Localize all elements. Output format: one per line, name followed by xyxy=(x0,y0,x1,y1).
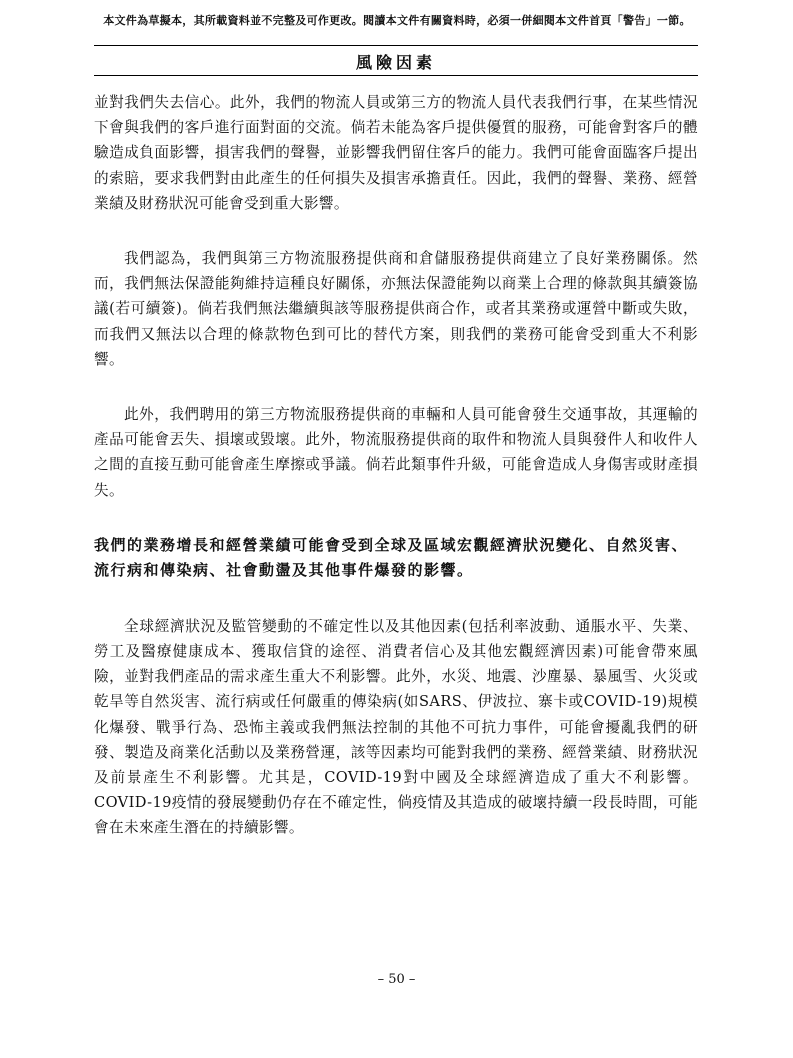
risk-heading-macroeconomic: 我們的業務增長和經營業績可能會受到全球及區域宏觀經濟狀況變化、自然災害、流行病和傳染病、社會動盪及其他事件爆發的影響。 xyxy=(94,535,689,580)
paragraph-traffic-accidents: 此外，我們聘用的第三方物流服務提供商的車輛和人員可能會發生交通事故，其運輸的產品可能會丟失、損壞或毀壞。此外，物流服務提供商的取件和物流人員與發件人和收件人之間的直接互動可能會產生摩擦或爭議。倘若此類事件升級，可能會造成人身傷害或財產損失。 xyxy=(94,406,698,499)
header-top-rule xyxy=(94,45,698,46)
paragraph-spacer xyxy=(94,372,698,402)
page-number: – 50 – xyxy=(377,972,416,987)
paragraph-spacer xyxy=(94,584,698,614)
paragraph-macroeconomic-risks: 全球經濟狀況及監管變動的不確定性以及其他因素(包括利率波動、通脹水平、失業、勞工及醫療健康成本、獲取信貸的途徑、消費者信心及其他宏觀經濟因素)可能會帶來風險，並對我們產品的需求產生重大不利影響。此外，水災、地震、沙塵暴、暴風雪、火災或乾旱等自然災害、流行病或任何嚴重的傳染病(如SARS、伊波拉、寨卡或COVID-19)規模化爆發、戰爭行為、恐怖主義或我們無法控制的其他不可抗力事件，可能會擾亂我們的研發、製造及商業化活動以及業務營運，該等因素均可能對我們的業務、經營業績、財務狀況及前景產生不利影響。尤其是，COVID-19對中國及全球經濟造成了重大不利影響。COVID-19疫情的發展變動仍存在不確定性，倘疫情及其造成的破壞持續一段長時間，可能會在未來產生潛在的持續影響。 xyxy=(94,617,698,837)
section-title: 風險因素 xyxy=(355,53,436,72)
draft-warning-notice: 本文件為草擬本，其所載資料並不完整及可作更改。閱讀本文件有關資料時，必須一併細閱本文件首頁「警告」一節。 xyxy=(103,14,691,27)
page-body xyxy=(94,90,698,841)
paragraph-spacer xyxy=(94,216,698,246)
paragraph-continuation: 並對我們失去信心。此外，我們的物流人員或第三方的物流人員代表我們行事，在某些情況下會與我們的客戶進行面對面的交流。倘若未能為客戶提供優質的服務，可能會對客戶的體驗造成負面影響，損害我們的聲譽，並影響我們留住客戶的能力。我們可能會面臨客戶提出的索賠，要求我們對由此產生的任何損失及損害承擔責任。因此，我們的聲譽、業務、經營業績及財務狀況可能會受到重大影響。 xyxy=(94,94,698,212)
paragraph-logistics-relationships: 我們認為，我們與第三方物流服務提供商和倉儲服務提供商建立了良好業務關係。然而，我們無法保證能夠維持這種良好關係，亦無法保證能夠以商業上合理的條款與其續簽協議(若可續簽)。倘若我們無法繼續與該等服務提供商合作，或者其業務或運營中斷或失敗，而我們又無法以合理的條款物色到可比的替代方案，則我們的業務可能會受到重大不利影響。 xyxy=(94,250,698,368)
paragraph-spacer xyxy=(94,503,698,533)
header-bottom-rule xyxy=(94,75,698,76)
